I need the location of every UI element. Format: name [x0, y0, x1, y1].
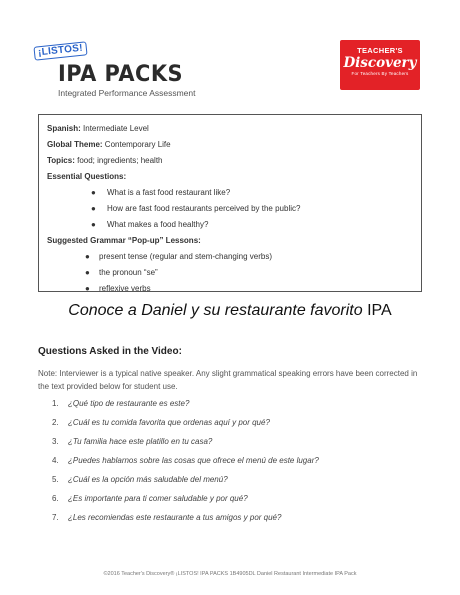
- question-row: [38, 455, 438, 474]
- bullet-icon: ●: [85, 252, 90, 261]
- ipa-packs-subtitle: Integrated Performance Assessment: [58, 88, 196, 98]
- listos-badge: ¡LISTOS!: [33, 41, 87, 60]
- essential-questions-label: Essential Questions:: [47, 172, 127, 181]
- question-number: 5.: [52, 475, 59, 484]
- grammar-lesson-item: [47, 249, 413, 265]
- global-theme-value: Contemporary Life: [104, 140, 171, 149]
- question-row: [38, 436, 438, 455]
- global-theme-line: [47, 137, 413, 153]
- spanish-level-line: [47, 121, 413, 137]
- essential-questions-heading: [47, 169, 413, 185]
- spanish-value: Intermediate Level: [83, 124, 149, 133]
- ipa-packs-title: IPA PACKS: [58, 62, 184, 87]
- grammar-lesson-text: the pronoun “se”: [99, 268, 158, 277]
- essential-question-text: What is a fast food restaurant like?: [107, 188, 231, 197]
- brand-top-text: TEACHER'S: [357, 46, 403, 55]
- bullet-icon: ●: [91, 220, 96, 229]
- grammar-lesson-item: [47, 265, 413, 281]
- page-footer: ©2016 Teacher's Discovery® ¡LISTOS! IPA PACKS 1B4905DL Daniel Restaurant Intermediate IPA Pack: [103, 571, 357, 577]
- document-title-suffix: IPA: [367, 302, 392, 319]
- essential-question-item: [47, 201, 413, 217]
- questions-heading: Questions Asked in the Video:: [38, 346, 182, 357]
- page-header: [0, 0, 460, 110]
- essential-question-text: What makes a food healthy?: [107, 220, 209, 229]
- question-row: [38, 512, 438, 531]
- document-title: [0, 302, 460, 320]
- question-number: 1.: [52, 399, 59, 408]
- question-row: [38, 398, 438, 417]
- grammar-lesson-text: present tense (regular and stem-changing verbs): [99, 252, 272, 261]
- question-row: [38, 417, 438, 436]
- question-number: 7.: [52, 513, 59, 522]
- essential-question-item: [47, 185, 413, 201]
- document-title-italic: Conoce a Daniel y su restaurante favorito: [68, 302, 363, 319]
- brand-tagline: For Teachers By Teachers: [351, 71, 409, 76]
- grammar-lessons-heading: [47, 233, 413, 249]
- topics-label: Topics:: [47, 156, 75, 165]
- global-theme-label: Global Theme:: [47, 140, 103, 149]
- grammar-lesson-item: [47, 281, 413, 297]
- teachers-discovery-logo: [340, 40, 420, 90]
- bullet-icon: ●: [91, 204, 96, 213]
- essential-question-text: How are fast food restaurants perceived by the public?: [107, 204, 301, 213]
- question-text: ¿Tu familia hace este platillo en tu casa?: [68, 437, 213, 446]
- grammar-lessons-label: Suggested Grammar “Pop-up” Lessons:: [47, 236, 201, 245]
- bullet-icon: ●: [91, 188, 96, 197]
- spanish-label: Spanish:: [47, 124, 81, 133]
- video-questions-list: [38, 398, 438, 531]
- topics-value: food; ingredients; health: [77, 156, 163, 165]
- bullet-icon: ●: [85, 284, 90, 293]
- question-number: 3.: [52, 437, 59, 446]
- interviewer-note: Note: Interviewer is a typical native speaker. Any slight grammatical speaking errors have been corrected in the text provided below for student use.: [38, 369, 418, 391]
- question-number: 2.: [52, 418, 59, 427]
- question-number: 6.: [52, 494, 59, 503]
- grammar-lesson-text: reflexive verbs: [99, 284, 151, 293]
- topics-line: [47, 153, 413, 169]
- question-row: [38, 474, 438, 493]
- question-text: ¿Es importante para ti comer saludable y por qué?: [68, 494, 248, 503]
- essential-question-item: [47, 217, 413, 233]
- brand-main-text: Discovery: [343, 55, 417, 71]
- question-row: [38, 493, 438, 512]
- lesson-info-box: [38, 114, 422, 292]
- question-text: ¿Cuál es tu comida favorita que ordenas aquí y por qué?: [68, 418, 270, 427]
- question-text: ¿Puedes hablarnos sobre las cosas que ofrece el menú de este lugar?: [68, 456, 319, 465]
- question-number: 4.: [52, 456, 59, 465]
- question-text: ¿Cuál es la opción más saludable del menú?: [68, 475, 228, 484]
- bullet-icon: ●: [85, 268, 90, 277]
- question-text: ¿Les recomiendas este restaurante a tus amigos y por qué?: [68, 513, 282, 522]
- question-text: ¿Qué tipo de restaurante es este?: [68, 399, 190, 408]
